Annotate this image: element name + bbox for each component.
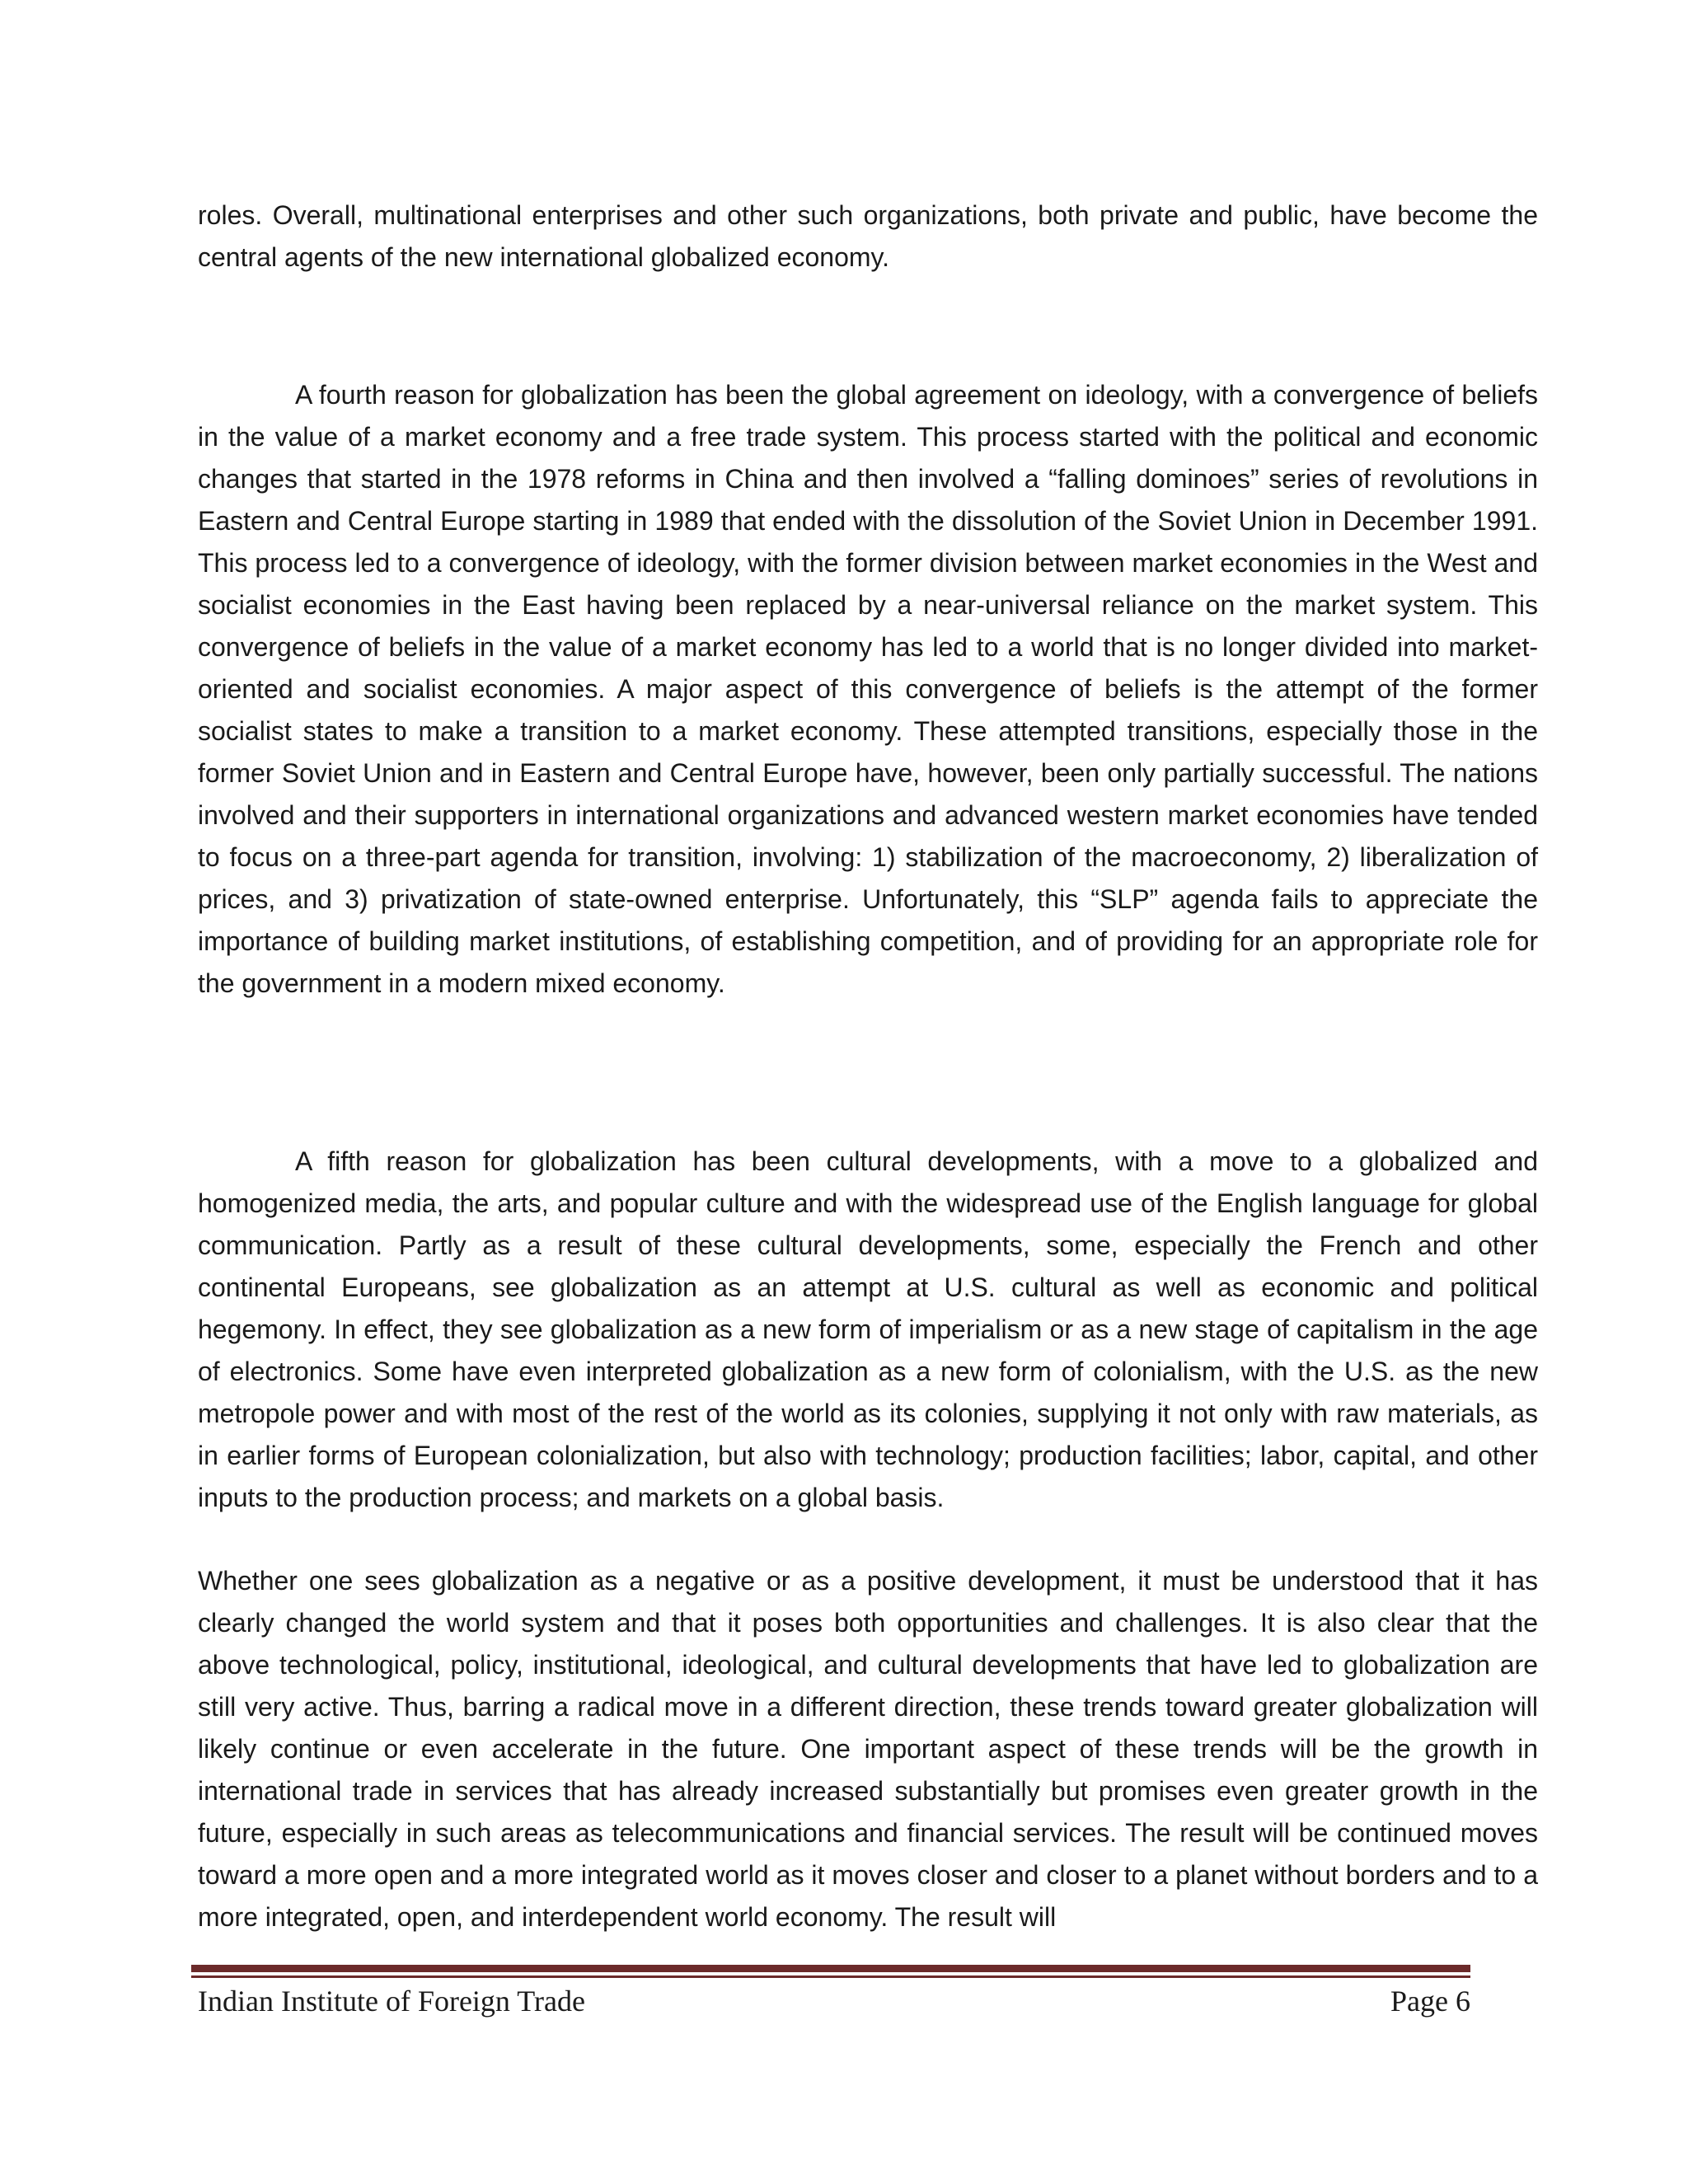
paragraph-fourth-reason: A fourth reason for globalization has been the global agreement on ideology, with a convergence of beliefs in the value of a market economy and a free trade system. This process started with the political and economic changes that started in the 1978 reforms in China and then involved a “falling dominoes” series of revolutions in Eastern and Central Europe starting in 1989 that ended with the dissolution of the Soviet Union in December 1991. This process led to a convergence of ideology, with the former division between market economies in the West and socialist economies in the East having been replaced by a near-universal reliance on the market system. This convergence of beliefs in the value of a market economy has led to a world that is no longer divided into market-oriented and socialist economies. A major aspect of this convergence of beliefs is the attempt of the former socialist states to make a transition to a market economy. These attempted transitions, especially those in the former Soviet Union and in Eastern and Central Europe have, however, been only partially successful. The nations involved and their supporters in international organizations and advanced western market economies have tended to focus on a three-part agenda for transition, involving: 1) stabilization of the macroeconomy, 2) liberalization of prices, and 3) privatization of state-owned enterprise. Unfortunately, this “SLP” agenda fails to appreciate the importance of building market institutions, of establishing competition, and of providing for an appropriate role for the government in a modern mixed economy. <box>198 380 1538 998</box>
page-footer <box>198 1976 1470 2026</box>
paragraph-fifth-reason: A fifth reason for globalization has been cultural developments, with a move to a globalized and homogenized media, the arts, and popular culture and with the widespread use of the English language for global communication. Partly as a result of these cultural developments, some, especially the French and other continental Europeans, see globalization as an attempt at U.S. cultural as well as economic and political hegemony. In effect, they see globalization as a new form of imperialism or as a new stage of capitalism in the age of electronics. Some have even interpreted globalization as a new form of colonialism, with the U.S. as the new metropole power and with most of the rest of the world as its colonies, supplying it not only with raw materials, as in earlier forms of European colonialization, but also with technology; production facilities; labor, capital, and other inputs to the production process; and markets on a global basis. <box>198 1146 1538 1512</box>
footer-page-number: Page 6 <box>1390 1985 1470 2018</box>
paragraph-continuation: roles. Overall, multinational enterprises and other such organizations, both private and public, have become the central agents of the new international globalized economy. <box>198 200 1538 272</box>
footer-rule-thick <box>191 1965 1470 1972</box>
footer-institution: Indian Institute of Foreign Trade <box>198 1985 585 2018</box>
paragraph-conclusion: Whether one sees globalization as a negative or as a positive development, it must be understood that it has clearly changed the world system and that it poses both opportunities and challenges. It is also clear that the above technological, policy, institutional, ideological, and cultural developments that have led to globalization are still very active. Thus, barring a radical move in a different direction, these trends toward greater globalization will likely continue or even accelerate in the future. One important aspect of these trends will be the growth in international trade in services that has already increased substantially but promises even greater growth in the future, especially in such areas as telecommunications and financial services. The result will be continued moves toward a more open and a more integrated world as it moves closer and closer to a planet without borders and to a more integrated, open, and interdependent world economy. The result will <box>198 1566 1538 1932</box>
